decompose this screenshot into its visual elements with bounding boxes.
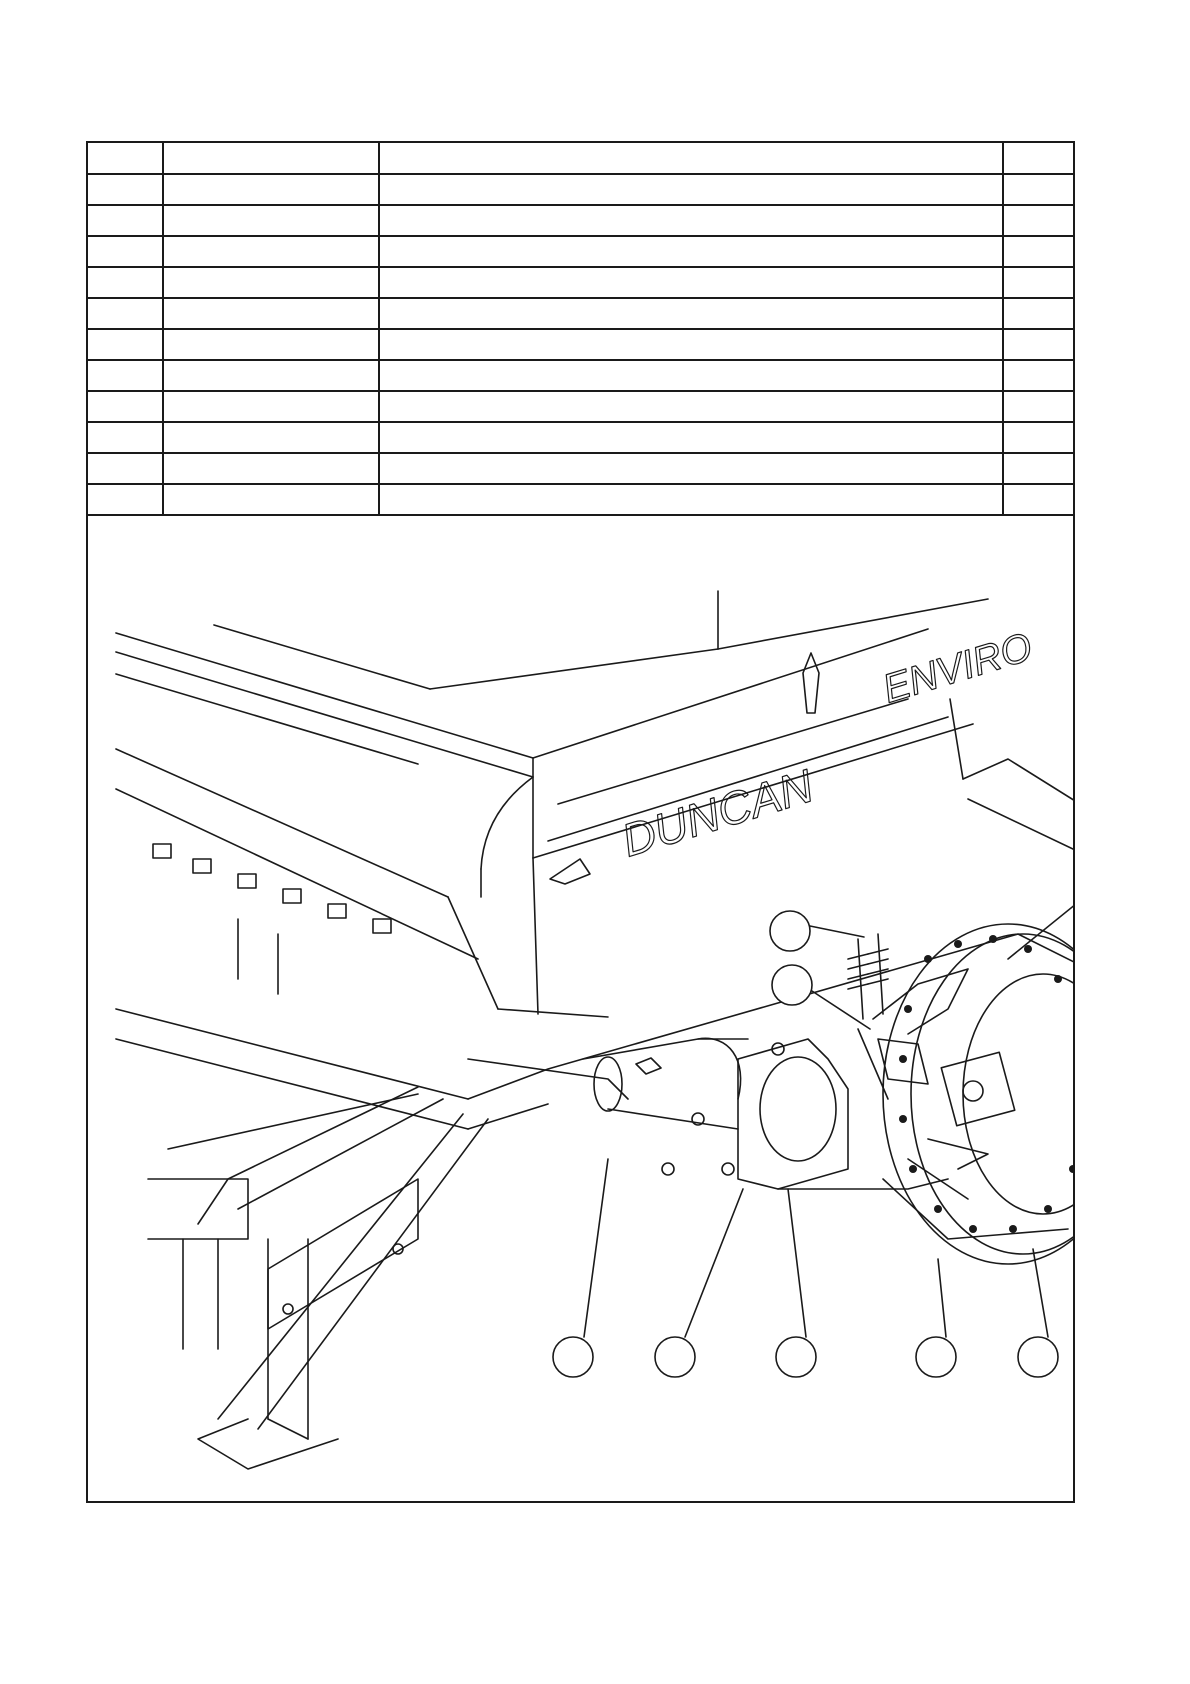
exploded-drawing	[88, 539, 1073, 1501]
table-row	[88, 174, 1073, 205]
description-cell	[379, 236, 1003, 267]
description-cell	[379, 298, 1003, 329]
part-number-cell	[163, 391, 379, 422]
part-number-cell	[163, 360, 379, 391]
description-cell	[379, 453, 1003, 484]
callout-4	[553, 1337, 593, 1377]
part-number-cell	[163, 236, 379, 267]
callout-7	[916, 1337, 956, 1377]
part-number-cell	[163, 205, 379, 236]
table-row	[88, 205, 1073, 236]
item-cell	[88, 391, 163, 422]
item-cell	[88, 174, 163, 205]
item-cell	[88, 453, 163, 484]
hopper-body	[116, 699, 1073, 1017]
part-number-cell	[163, 329, 379, 360]
callout-1	[770, 911, 810, 951]
callout-6	[776, 1337, 816, 1377]
brand-label: DUNCAN	[615, 759, 820, 867]
description-cell	[379, 391, 1003, 422]
item-cell	[88, 484, 163, 515]
callout-5	[655, 1337, 695, 1377]
model-label: ENVIRO	[877, 624, 1038, 712]
item-cell	[88, 236, 163, 267]
quantity-cell	[1003, 391, 1073, 422]
quantity-cell	[1003, 453, 1073, 484]
seed-meters	[153, 844, 391, 994]
table-row	[88, 329, 1073, 360]
description-cell	[379, 267, 1003, 298]
quantity-cell	[1003, 236, 1073, 267]
part-number-cell	[163, 143, 379, 174]
item-cell	[88, 360, 163, 391]
part-number-cell	[163, 267, 379, 298]
table-row	[88, 422, 1073, 453]
quantity-cell	[1003, 143, 1073, 174]
drive-tube	[583, 1038, 784, 1175]
parts-table	[88, 143, 1073, 516]
part-number-cell	[163, 422, 379, 453]
quantity-cell	[1003, 205, 1073, 236]
description-cell	[379, 143, 1003, 174]
item-cell	[88, 422, 163, 453]
part-number-cell	[163, 484, 379, 515]
part-number-cell	[163, 174, 379, 205]
coulter-disc	[883, 924, 1073, 1264]
description-cell	[379, 422, 1003, 453]
table-header-row	[88, 143, 1073, 174]
description-cell	[379, 329, 1003, 360]
item-cell	[88, 205, 163, 236]
quantity-cell	[1003, 174, 1073, 205]
quantity-cell	[1003, 298, 1073, 329]
table-row	[88, 360, 1073, 391]
brand-logo	[550, 625, 1037, 884]
table-row	[88, 391, 1073, 422]
table-row	[88, 236, 1073, 267]
description-cell	[379, 484, 1003, 515]
quantity-cell	[1003, 267, 1073, 298]
quantity-cell	[1003, 422, 1073, 453]
flange-plate	[738, 1039, 948, 1189]
callout-2	[772, 965, 812, 1005]
parts-sheet	[86, 141, 1075, 1503]
description-cell	[379, 360, 1003, 391]
item-cell	[88, 298, 163, 329]
item-cell	[88, 267, 163, 298]
part-number-cell	[163, 453, 379, 484]
item-cell	[88, 143, 163, 174]
table-row	[88, 298, 1073, 329]
frame	[116, 934, 1073, 1469]
description-cell	[379, 205, 1003, 236]
table-row	[88, 267, 1073, 298]
description-cell	[379, 174, 1003, 205]
table-row	[88, 484, 1073, 515]
callout-8	[1018, 1337, 1058, 1377]
table-row	[88, 453, 1073, 484]
quantity-cell	[1003, 329, 1073, 360]
quantity-cell	[1003, 360, 1073, 391]
part-number-cell	[163, 298, 379, 329]
item-cell	[88, 329, 163, 360]
quantity-cell	[1003, 484, 1073, 515]
